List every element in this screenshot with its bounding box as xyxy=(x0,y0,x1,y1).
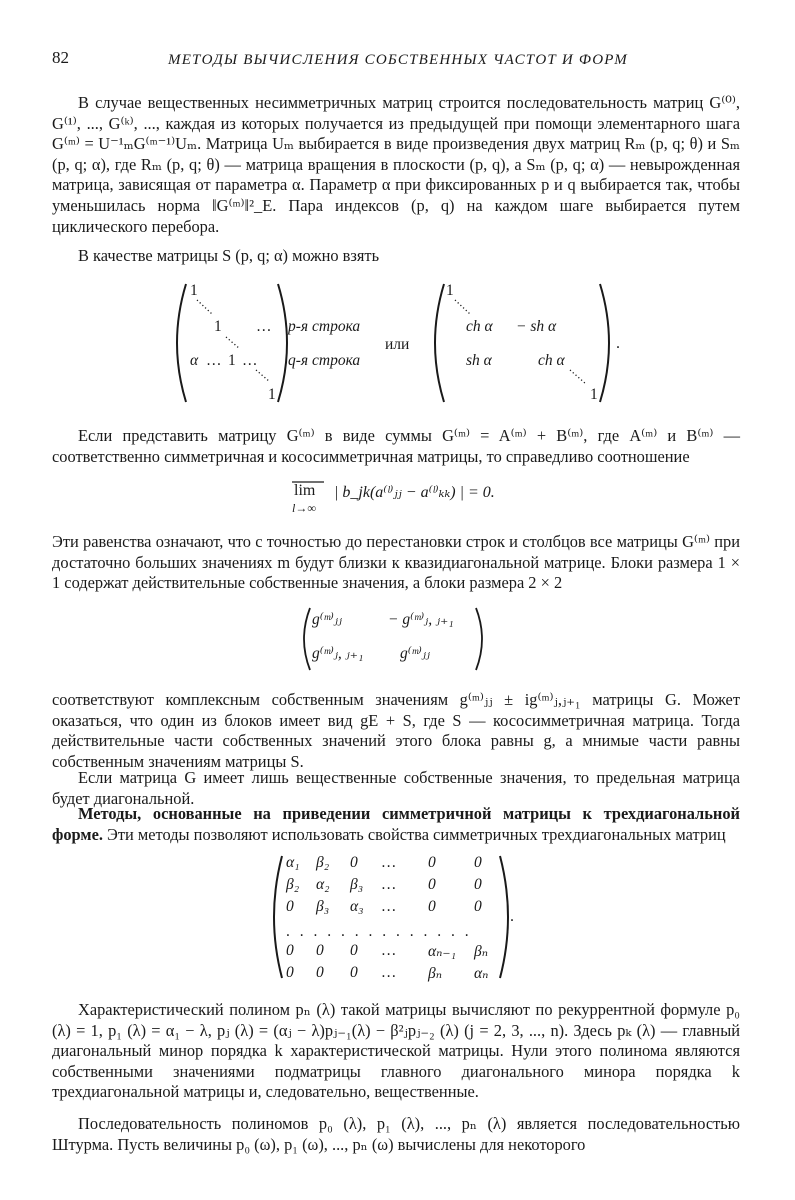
running-title: МЕТОДЫ ВЫЧИСЛЕНИЯ СОБСТВЕННЫХ ЧАСТОТ И ФОРМ xyxy=(168,52,628,68)
matrix-s-alpha: α xyxy=(190,352,199,369)
matrix-s-hyperbolic xyxy=(428,278,628,408)
paragraph-real-eigenvalues: Если матрица G имеет лишь вещественные собственные значения, то предельная матрица будет диагональной. xyxy=(52,768,740,808)
section-text-tridiagonal: Эти методы позволяют использовать свойства симметричных трехдиагональных матриц xyxy=(102,824,726,844)
tridiag-cell: 0 xyxy=(316,942,324,959)
tridiag-cell: 0 xyxy=(286,964,294,981)
or-text: или xyxy=(385,336,410,353)
matrix-ch-minus-sh: − sh α xyxy=(516,318,557,335)
matrix-ch-ch-1: ch α xyxy=(466,318,493,335)
tridiag-cell: … xyxy=(382,964,396,981)
paragraph-sum-decomposition: Если представить матрицу G⁽ᵐ⁾ в виде суммы G⁽ᵐ⁾ = A⁽ᵐ⁾ + B⁽ᵐ⁾, где A⁽ᵐ⁾ и B⁽ᵐ⁾ — соответственно симметричная и кососимметричная матрицы, то справедливо соотношение xyxy=(52,426,740,466)
section-heading-tridiagonal: Методы, основанные на приведении симметричной матрицы к трехдиагональной форме. xyxy=(52,804,740,844)
tridiag-cell: 0 xyxy=(428,898,436,915)
limit-equation xyxy=(290,480,520,520)
block-a22: g⁽ᵐ⁾ⱼⱼ xyxy=(400,645,431,662)
matrix-s-one-p: 1 xyxy=(214,318,222,335)
tridiag-cell: 0 xyxy=(474,898,482,915)
matrix-ch-one-1: 1 xyxy=(446,282,454,299)
book-page: 82 МЕТОДЫ ВЫЧИСЛЕНИЯ СОБСТВЕННЫХ ЧАСТОТ И ФОРМ В случае вещественных несимметричных матриц строится последовательность матриц G⁽⁰⁾, G⁽¹⁾, ..., G⁽ᵏ⁾, ..., каждая из которых получается из предыдущей при помощи элементарного шага G⁽ᵐ⁾ = U⁻¹ₘG⁽ᵐ⁻¹⁾Uₘ. Матрица Uₘ выбирается в виде произведения двух матриц Rₘ (p, q; θ) и Sₘ (p, q; α), где Rₘ (p, q; θ) — матрица вращения в плоскости (p, q), а Sₘ (p, q; α) — невырожденная матрица, зависящая от параметра α. Параметр α при фиксированных p и q выбирается так, чтобы уменьшилась норма ‖G⁽ᵐ⁾‖²_E. Пара индексов (p, q) на каждом шаге выбирается путем циклического перебора. В качестве матрицы S (p, q; α) можно взять 1 1 … α … 1 … 1 p-я строка q-я строка или 1 ch α − sh α sh α ch α 1 . Если представить матрицу G⁽ᵐ⁾ в виде суммы G⁽ᵐ⁾ = A⁽ᵐ⁾ + B⁽ᵐ⁾, где A⁽ᵐ⁾ и B⁽ᵐ⁾ — соответственно симметричная и кососимметричная матрицы, то справедливо соотношение lim l→∞ | b_jk(a⁽ˡ⁾ⱼⱼ − a⁽ˡ⁾ₖₖ) | = 0. Эти равенства означают, что с точностью до перестановки строк и столбцов все матрицы G⁽ᵐ⁾ при достаточно больших значениях m будут близки к квазидиагональной матрице. Блоки размера 1 × 1 содержат действительные собственные значения, а блоки размера 2 × 2 g⁽ᵐ⁾ⱼⱼ − g⁽ᵐ⁾ⱼ, ⱼ₊₁ g⁽ᵐ⁾ⱼ, ⱼ₊₁ g⁽ᵐ⁾ⱼⱼ соответствуют комплексным собственным значениям g⁽ᵐ⁾ⱼⱼ ± ig⁽ᵐ⁾ⱼ,ⱼ₊₁ матрицы G. Может оказаться, что один из блоков имеет вид gE + S, где S — кососимметричная матрица. Тогда действительные части собственных значений этого блока равны g, а мнимые части равны собственным значениям матрицы S. Если матрица G имеет лишь вещественные собственные значения, то предельная матрица будет диагональной. Методы, основанные на приведении симметричной матрицы к трехдиагональной форме. Эти методы позволяют использовать свойства симметричных трехдиагональных матриц . . . . . . . . . . . . . . α₁ β₂ 0 … 0 0 β₂ α₂ β₃ … 0 0 0 β₃ α₃ … 0 0 0 0 0 … αₙ₋₁ βₙ 0 0 0 … βₙ αₙ . Характеристический полином pₙ (λ) такой матрицы вычисляют по рекуррентной формуле p₀ (λ) = 1, p₁ (λ) = α₁ − λ, pⱼ (λ) = (αⱼ − λ)pⱼ₋₁(λ) − β²ⱼpⱼ₋₂ (λ) (j = 2, 3, ..., n). Здесь pₖ (λ) — главный диагональный минор порядка k характеристической матрицы. Нули этого полинома являются собственными значениями подматрицы главного диагонального минора порядка k трехдиагональной матрицы и, следовательно, вещественные. Последовательность полиномов p₀ (λ), p₁ (λ), ..., pₙ (λ) является последовательностью Штурма. Пусть величины p₀ (ω), p₁ (ω), ..., pₙ (ω) вычислены для некоторого xyxy=(52,48,740,1154)
tridiag-cell: αₙ xyxy=(474,965,489,982)
paragraph-characteristic-polynomial: Характеристический полином pₙ (λ) такой матрицы вычисляют по рекуррентной формуле p₀ (λ) = 1, p₁ (λ) = α₁ − λ, pⱼ (λ) = (αⱼ − λ)pⱼ₋₁(λ) − β²ⱼpⱼ₋₂ (λ) (j = 2, 3, ..., n). Здесь pₖ (λ) — главный диагональный минор порядка k характеристической матрицы. Нули этого полинома являются собственными значениями подматрицы главного диагонального минора порядка k трехдиагональной матрицы и, следовательно, вещественные. xyxy=(52,1000,740,1102)
matrix-s-dots-p: … xyxy=(256,318,272,335)
block-2x2-matrix xyxy=(300,604,490,674)
matrix-s-one-q: 1 xyxy=(228,352,236,369)
paragraph-tridiagonal-methods xyxy=(52,804,740,845)
matrix-ch-sh: sh α xyxy=(466,352,492,369)
tridiag-cell: α₁ xyxy=(286,854,300,871)
tridiag-cell: 0 xyxy=(350,854,358,871)
tridiag-cell: … xyxy=(382,942,396,959)
tridiag-cell: 0 xyxy=(474,876,482,893)
matrix-s-dots-q2: … xyxy=(242,352,258,369)
matrix-s-one-1: 1 xyxy=(190,282,198,299)
p-row-label: p-я строка xyxy=(288,318,361,335)
block-a12: − g⁽ᵐ⁾ⱼ, ⱼ₊₁ xyxy=(388,611,454,628)
tridiag-cell: β₃ xyxy=(350,876,364,893)
tridiag-cell: 0 xyxy=(316,964,324,981)
tridiag-cell: α₃ xyxy=(350,898,364,915)
tridiag-cell: βₙ xyxy=(428,965,443,982)
tridiag-cell: 0 xyxy=(428,854,436,871)
tridiag-cell: 0 xyxy=(286,942,294,959)
tridiag-cell: β₂ xyxy=(286,876,300,893)
matrix-ch-one-n: 1 xyxy=(590,386,598,403)
tridiag-cell: … xyxy=(382,876,396,893)
tridiag-cell: α₂ xyxy=(316,876,330,893)
tridiag-cell: 0 xyxy=(474,854,482,871)
tridiag-cell: βₙ xyxy=(474,943,489,960)
tridiag-cell: … xyxy=(382,898,396,915)
tridiag-cell: β₂ xyxy=(316,854,330,871)
paragraph-sturm-sequence: Последовательность полиномов p₀ (λ), p₁ (λ), ..., pₙ (λ) является последовательностью Штурма. Пусть величины p₀ (ω), p₁ (ω), ..., pₙ (ω) вычислены для некоторого xyxy=(52,1114,740,1154)
paragraph-quasidiagonal: Эти равенства означают, что с точностью до перестановки строк и столбцов все матрицы G⁽ᵐ⁾ при достаточно больших значениях m будут близки к квазидиагональной матрице. Блоки размера 1 × 1 содержат действительные собственные значения, а блоки размера 2 × 2 xyxy=(52,532,740,593)
paragraph-nonsymmetric: В случае вещественных несимметричных матриц строится последовательность матриц G⁽⁰⁾, G⁽¹⁾, ..., G⁽ᵏ⁾, ..., каждая из которых получается из предыдущей при помощи элементарного шага G⁽ᵐ⁾ = U⁻¹ₘG⁽ᵐ⁻¹⁾Uₘ. Матрица Uₘ выбирается в виде произведения двух матриц Rₘ (p, q; θ) и Sₘ (p, q; α), где Rₘ (p, q; θ) — матрица вращения в плоскости (p, q), а Sₘ (p, q; α) — невырожденная матрица, зависящая от параметра α. Параметр α при фиксированных p и q выбирается так, чтобы уменьшилась норма ‖G⁽ᵐ⁾‖²_E. Пара индексов (p, q) на каждом шаге выбирается путем циклического перебора. xyxy=(52,93,740,236)
tridiag-cell: αₙ₋₁ xyxy=(428,943,456,960)
matrix-s-one-n: 1 xyxy=(268,386,276,403)
tridiag-cell: β₃ xyxy=(316,898,330,915)
tridiag-cell: 0 xyxy=(428,876,436,893)
limit-body: | b_jk(a⁽ˡ⁾ⱼⱼ − a⁽ˡ⁾ₖₖ) | = 0. xyxy=(334,484,495,501)
page-number: 82 xyxy=(52,48,69,67)
tridiagonal-matrix xyxy=(268,852,518,982)
limit-subscript: l→∞ xyxy=(292,501,316,515)
paragraph-matrix-s-intro: В качестве матрицы S (p, q; α) можно взять xyxy=(78,246,380,265)
matrix-s-dots-q1: … xyxy=(206,352,222,369)
block-a21: g⁽ᵐ⁾ⱼ, ⱼ₊₁ xyxy=(312,645,364,662)
matrix-ch-ch-2: ch α xyxy=(538,352,565,369)
tridiag-cell: 0 xyxy=(350,964,358,981)
tridiag-cell: 0 xyxy=(286,898,294,915)
paragraph-complex-eigenvalues: соответствуют комплексным собственным значениям g⁽ᵐ⁾ⱼⱼ ± ig⁽ᵐ⁾ⱼ,ⱼ₊₁ матрицы G. Может оказаться, что один из блоков имеет вид gE + S, где S — кососимметричная матрица. Тогда действительные части собственных значений этого блока равны g, а мнимые части равны собственным значениям матрицы S. xyxy=(52,690,740,771)
tridiag-dotted-row: . . . . . . . . . . . . . . xyxy=(286,923,472,940)
block-a11: g⁽ᵐ⁾ⱼⱼ xyxy=(312,611,343,628)
q-row-label: q-я строка xyxy=(288,352,361,369)
tridiag-cell: 0 xyxy=(350,942,358,959)
tridiag-cell: … xyxy=(382,854,396,871)
matrix-ch-brackets xyxy=(428,278,628,408)
limit-lim: lim xyxy=(294,482,316,499)
